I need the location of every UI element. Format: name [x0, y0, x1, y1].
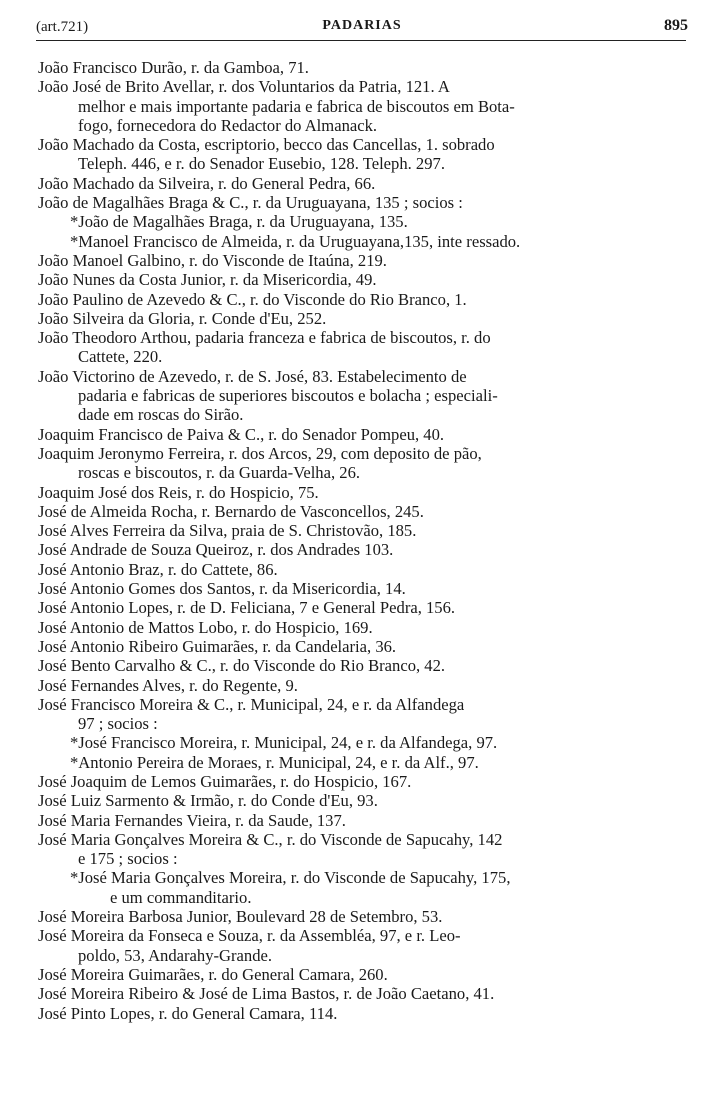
entry-line: dade em roscas do Sirão.	[78, 405, 244, 425]
entry-line: José Antonio Braz, r. do Cattete, 86.	[38, 559, 278, 579]
entry-line: João de Magalhães Braga & C., r. da Uruguayana, 135 ; socios :	[38, 193, 463, 213]
entry-line: e um commanditario.	[110, 887, 252, 907]
bakery-entry	[38, 965, 688, 984]
bakery-entry	[38, 579, 688, 598]
bakery-entry	[38, 58, 688, 77]
bakery-entry	[38, 77, 688, 135]
section-reference: (art.721)	[36, 19, 89, 35]
entry-line: Joaquim Francisco de Paiva & C., r. do Senador Pompeu, 40.	[38, 424, 445, 444]
entry-line: *José Francisco Moreira, r. Municipal, 24, e r. da Alfandega, 97.	[70, 733, 498, 753]
bakery-entry	[38, 695, 688, 734]
entry-line: Teleph. 446, e r. do Senador Eusebio, 128. Teleph. 297.	[78, 154, 445, 174]
entry-line: *Manoel Francisco de Almeida, r. da Uruguayana,135, inte ressado.	[70, 231, 521, 251]
entry-line: José Antonio de Mattos Lobo, r. do Hospicio, 169.	[38, 617, 373, 637]
entry-line: João José de Brito Avellar, r. dos Voluntarios da Patria, 121. A	[38, 77, 450, 97]
entry-line: José Antonio Gomes dos Santos, r. da Misericordia, 14.	[38, 579, 406, 599]
bakery-entry	[38, 502, 688, 521]
entry-line: José Moreira Ribeiro & José de Lima Bastos, r. de João Caetano, 41.	[38, 984, 495, 1004]
bakery-entry	[38, 598, 688, 617]
entry-line: João Theodoro Arthou, padaria franceza e fabrica de biscoutos, r. do	[38, 328, 491, 348]
entry-line: João Manoel Galbino, r. do Visconde de Itaúna, 219.	[38, 250, 387, 270]
bakery-entry	[38, 676, 688, 695]
entry-line: José Luiz Sarmento & Irmão, r. do Conde d'Eu, 93.	[38, 791, 378, 811]
bakery-entry	[38, 830, 688, 869]
bakery-entry	[38, 193, 688, 212]
bakery-entry	[38, 560, 688, 579]
page-title: PADARIAS	[322, 18, 402, 33]
partner-entry	[38, 232, 688, 251]
bakery-entry	[38, 328, 688, 367]
entry-line: José Alves Ferreira da Silva, praia de S. Christovão, 185.	[38, 521, 417, 541]
entry-line: Joaquim Jeronymo Ferreira, r. dos Arcos, 29, com deposito de pão,	[38, 443, 482, 463]
bakery-entry	[38, 309, 688, 328]
partner-entry	[38, 212, 688, 231]
bakery-entry	[38, 618, 688, 637]
entry-line: *João de Magalhães Braga, r. da Uruguayana, 135.	[70, 212, 408, 232]
bakery-entry	[38, 483, 688, 502]
entry-line: *José Maria Gonçalves Moreira, r. do Visconde de Sapucahy, 175,	[70, 868, 511, 888]
page-number: 895	[664, 17, 688, 34]
bakery-entry	[38, 290, 688, 309]
entry-line: José Andrade de Souza Queiroz, r. dos Andrades 103.	[38, 540, 394, 560]
entry-line: José Moreira da Fonseca e Souza, r. da Assembléa, 97, e r. Leo-	[38, 926, 461, 946]
bakery-entry	[38, 444, 688, 483]
entry-line: José Moreira Barbosa Junior, Boulevard 28 de Setembro, 53.	[38, 907, 443, 927]
partner-entry	[38, 753, 688, 772]
bakery-entry	[38, 174, 688, 193]
bakery-entry	[38, 637, 688, 656]
bakery-entry	[38, 791, 688, 810]
bakery-entry	[38, 772, 688, 791]
entry-line: fogo, fornecedora do Redactor do Almanack.	[78, 115, 378, 135]
bakery-entry	[38, 540, 688, 559]
entry-line: João Francisco Durão, r. da Gamboa, 71.	[38, 58, 309, 77]
entry-line: 97 ; socios :	[78, 714, 158, 734]
bakery-entry	[38, 521, 688, 540]
bakery-entry	[38, 367, 688, 425]
entry-line: Cattete, 220.	[78, 347, 163, 367]
entry-line: José Fernandes Alves, r. do Regente, 9.	[38, 675, 298, 695]
bakery-entry	[38, 926, 688, 965]
bakery-entry	[38, 425, 688, 444]
entry-line: melhor e mais importante padaria e fabrica de biscoutos em Bota-	[78, 96, 515, 116]
partner-entry	[38, 733, 688, 752]
entry-line: José Antonio Ribeiro Guimarães, r. da Candelaria, 36.	[38, 636, 397, 656]
entry-line: *Antonio Pereira de Moraes, r. Municipal, 24, e r. da Alf., 97.	[70, 752, 479, 772]
entry-line: José Moreira Guimarães, r. do General Camara, 260.	[38, 964, 388, 984]
entry-line: João Nunes da Costa Junior, r. da Misericordia, 49.	[38, 270, 377, 290]
bakery-entry	[38, 1004, 688, 1023]
entry-line: José Maria Gonçalves Moreira & C., r. do Visconde de Sapucahy, 142	[38, 829, 503, 849]
entry-line: José Bento Carvalho & C., r. do Visconde do Rio Branco, 42.	[38, 656, 446, 676]
entry-line: Joaquim José dos Reis, r. do Hospicio, 75.	[38, 482, 319, 502]
bakery-entry	[38, 907, 688, 926]
entry-line: José Maria Fernandes Vieira, r. da Saude, 137.	[38, 810, 346, 830]
entry-line: José Antonio Lopes, r. de D. Feliciana, 7 e General Pedra, 156.	[38, 598, 456, 618]
header-rule	[36, 40, 686, 41]
entry-line: José Joaquim de Lemos Guimarães, r. do Hospicio, 167.	[38, 771, 412, 791]
bakery-entry	[38, 251, 688, 270]
entry-line: José Francisco Moreira & C., r. Municipal, 24, e r. da Alfandega	[38, 694, 465, 714]
bakery-entry	[38, 135, 688, 174]
entry-line: João Paulino de Azevedo & C., r. do Visconde do Rio Branco, 1.	[38, 289, 467, 309]
entry-line: João Machado da Costa, escriptorio, becco das Cancellas, 1. sobrado	[38, 135, 495, 155]
entry-line: João Silveira da Gloria, r. Conde d'Eu, 252.	[38, 308, 327, 328]
entry-line: José de Almeida Rocha, r. Bernardo de Vasconcellos, 245.	[38, 501, 424, 521]
bakery-entry	[38, 811, 688, 830]
partner-entry	[38, 868, 688, 907]
entry-line: João Victorino de Azevedo, r. de S. José, 83. Estabelecimento de	[38, 366, 467, 386]
page-header	[36, 15, 688, 37]
entry-line: João Machado da Silveira, r. do General Pedra, 66.	[38, 173, 376, 193]
entry-line: poldo, 53, Andarahy-Grande.	[78, 945, 273, 965]
bakery-entry	[38, 656, 688, 675]
bakery-entry	[38, 270, 688, 289]
bakery-entry	[38, 984, 688, 1003]
entry-line: padaria e fabricas de superiores biscoutos e bolacha ; especiali-	[78, 386, 498, 406]
entry-line: roscas e biscoutos, r. da Guarda-Velha, 26.	[78, 463, 361, 483]
directory-list	[38, 58, 688, 1023]
entry-line: e 175 ; socios :	[78, 849, 178, 869]
entry-line: José Pinto Lopes, r. do General Camara, 114.	[38, 1003, 338, 1023]
